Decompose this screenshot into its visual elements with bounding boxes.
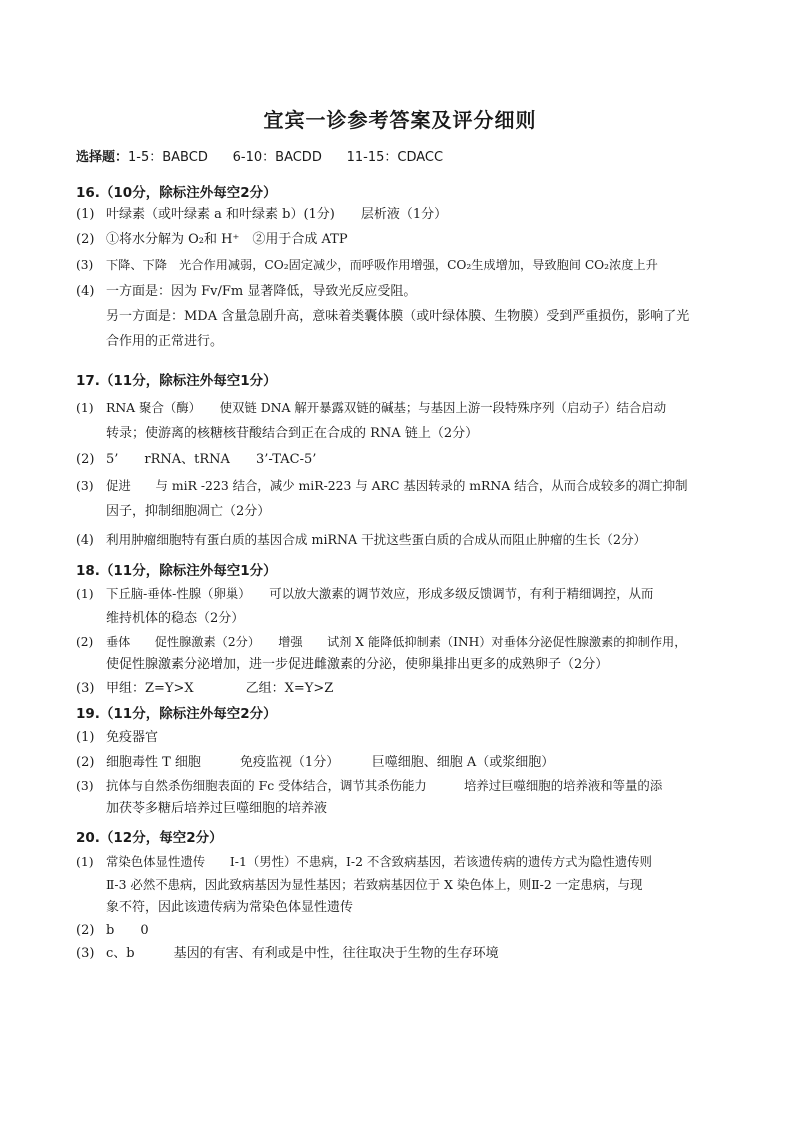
q18-text-1: 下丘脑-垂体-性腺（卵巢） 可以放大激素的调节效应，形成多级反馈调节，有利于精细调控，从而 bbox=[106, 586, 654, 601]
q16-text-3: 下降、下降 光合作用减弱，CO₂固定减少，而呼吸作用增强，CO₂生成增加，导致胞间 CO₂浓度上升 bbox=[106, 258, 658, 272]
q19-item-num-2: (2) bbox=[76, 755, 95, 770]
q18-line-3 bbox=[76, 633, 686, 651]
q17-text-6: 利用肿瘤细胞特有蛋白质的基因合成 miRNA 干扰这些蛋白质的合成从而阻止肿瘤的生长（2分） bbox=[106, 532, 647, 547]
q17-line-6 bbox=[76, 531, 646, 549]
q16-text-6: 合作用的正常进行。 bbox=[106, 334, 224, 349]
q17-text-2: 转录；使游离的核糖核苷酸结合到正在合成的 RNA 链上（2分） bbox=[106, 426, 479, 441]
q17-item-num-3: (3) bbox=[76, 478, 94, 493]
q18-text-2: 维持机体的稳态（2分） bbox=[106, 611, 245, 626]
q19-heading: 19.（11分，除标注外每空2分） bbox=[76, 706, 277, 722]
q20-line-4 bbox=[76, 922, 149, 940]
q18-item-num-3: (3) bbox=[76, 681, 95, 696]
q17-text-5: 因子，抑制细胞凋亡（2分） bbox=[106, 504, 271, 519]
q18-text-3: 垂体 促性腺激素（2分） 增强 试剂 X 能降低抑制素（INH）对垂体分泌促性腺激素的抑制作用， bbox=[106, 635, 687, 649]
q19-item-num-3: (3) bbox=[76, 778, 94, 793]
q20-item-num-3: (3) bbox=[76, 946, 95, 961]
mcq-answers-1-5: 1-5：BABCD bbox=[128, 150, 208, 165]
q20-item-num-2: (2) bbox=[76, 923, 95, 938]
q17-text-3: 5’ rRNA、tRNA 3’-TAC-5’ bbox=[106, 452, 317, 467]
q17-heading: 17.（11分，除标注外每空1分） bbox=[76, 373, 277, 389]
q16-text-1: 叶绿素（或叶绿素 a 和叶绿素 b）(1分) 层析液（1分） bbox=[106, 207, 448, 222]
q20-text-4: b 0 bbox=[106, 923, 149, 938]
q16-text-4: 一方面是：因为 Fv/Fm 显著降低，导致光反应受阻。 bbox=[106, 284, 417, 299]
q18-item-num-2: (2) bbox=[76, 635, 94, 649]
page-title: 宜宾一诊参考答案及评分细则 bbox=[263, 108, 537, 132]
mcq-answers-6-10: 6-10：BACDD bbox=[232, 150, 322, 165]
q19-line-2 bbox=[76, 754, 554, 772]
q20-item-num-1: (1) bbox=[76, 854, 94, 869]
q17-item-num-2: (2) bbox=[76, 452, 95, 467]
multiple-choice-answers bbox=[76, 146, 443, 165]
q18-text-4: 使促性腺激素分泌增加，进一步促进雌激素的分泌，使卵巢排出更多的成熟卵子（2分） bbox=[106, 657, 609, 672]
q16-item-num-2: (2) bbox=[76, 232, 95, 247]
q19-text-3: 抗体与自然杀伤细胞表面的 Fc 受体结合，调节其杀伤能力 培养过巨噬细胞的培养液和等量的添 bbox=[106, 778, 663, 793]
q19-line-3 bbox=[76, 777, 662, 795]
q20-text-5: c、b 基因的有害、有利或是中性，往往取决于生物的生存环境 bbox=[106, 946, 499, 961]
q16-item-num-4: (4) bbox=[76, 284, 95, 299]
q17-item-num-4: (4) bbox=[76, 532, 94, 547]
q18-item-num-1: (1) bbox=[76, 586, 94, 601]
q20-text-3: 象不符，因此该遗传病为常染色体显性遗传 bbox=[106, 900, 354, 915]
q17-item-num-1: (1) bbox=[76, 400, 94, 415]
q19-text-1: 免疫器官 bbox=[106, 730, 159, 745]
q19-text-4: 加茯苓多糖后培养过巨噬细胞的培养液 bbox=[106, 801, 328, 816]
q17-line-4 bbox=[76, 477, 688, 495]
q16-text-2: ①将水分解为 O₂和 H⁺ ②用于合成 ATP bbox=[106, 232, 348, 247]
q18-line-5 bbox=[76, 680, 333, 698]
q20-text-2: Ⅱ-3 必然不患病，因此致病基因为显性基因；若致病基因位于 X 染色体上，则Ⅱ-2 一定患病，与现 bbox=[106, 877, 643, 892]
q20-line-1 bbox=[76, 853, 652, 871]
q19-line-1 bbox=[76, 729, 158, 747]
q16-text-5: 另一方面是：MDA 含量急剧升高，意味着类囊体膜（或叶绿体膜、生物膜）受到严重损伤，影响了光 bbox=[106, 309, 690, 324]
q16-item-num-3: (3) bbox=[76, 258, 94, 272]
q19-text-2: 细胞毒性 T 细胞 免疫监视（1分） 巨噬细胞、细胞 A（或浆细胞） bbox=[106, 755, 555, 770]
q17-line-1 bbox=[76, 399, 666, 417]
q17-text-1: RNA 聚合（酶） 使双链 DNA 解开暴露双链的碱基；与基因上游一段特殊序列（启动子）结合启动 bbox=[106, 400, 667, 415]
q19-item-num-1: (1) bbox=[76, 730, 95, 745]
q16-line-4 bbox=[76, 283, 416, 301]
q20-heading: 20.（12分，每空2分） bbox=[76, 830, 223, 846]
q20-line-5 bbox=[76, 945, 499, 963]
q16-line-3 bbox=[76, 256, 658, 274]
q16-item-num-1: (1) bbox=[76, 207, 95, 222]
q17-text-4: 促进 与 miR -223 结合，减少 miR-223 与 ARC 基因转录的 mRNA 结合，从而合成较多的凋亡抑制 bbox=[106, 478, 688, 493]
q18-line-1 bbox=[76, 585, 653, 603]
q18-heading: 18.（11分，除标注外每空1分） bbox=[76, 563, 277, 579]
q20-text-1: 常染色体显性遗传 I-1（男性）不患病，I-2 不含致病基因，若该遗传病的遗传方式为隐性遗传则 bbox=[106, 854, 652, 869]
q17-line-3 bbox=[76, 451, 316, 469]
q16-line-2 bbox=[76, 231, 348, 249]
q16-line-1 bbox=[76, 206, 447, 224]
q18-text-5: 甲组：Z=Y>X 乙组：X=Y>Z bbox=[106, 681, 334, 696]
mcq-answers-11-15: 11-15：CDACC bbox=[346, 150, 444, 165]
q16-heading: 16.（10分，除标注外每空2分） bbox=[76, 185, 277, 201]
mcq-label: 选择题： bbox=[76, 150, 129, 165]
